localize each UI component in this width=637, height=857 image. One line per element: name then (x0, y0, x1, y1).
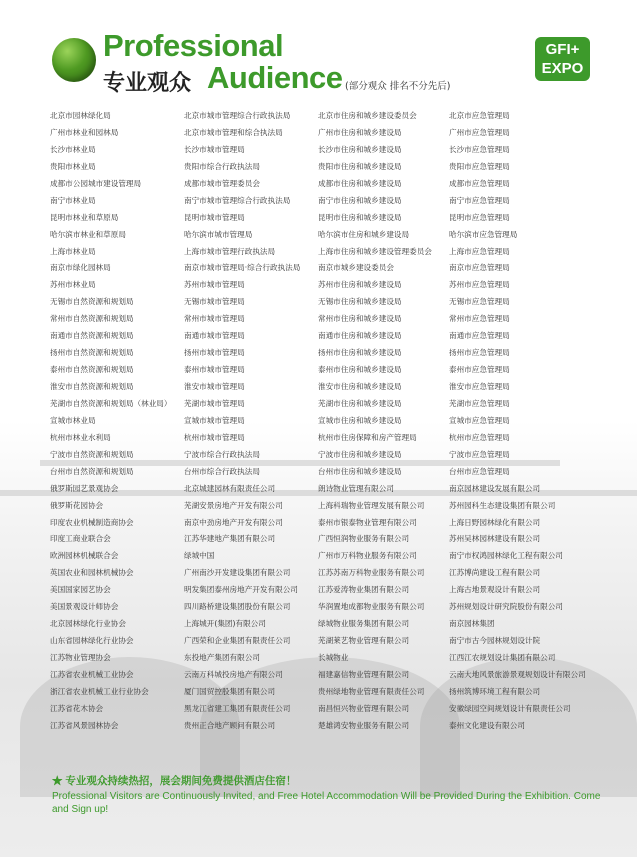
audience-entry: 无锡市自然资源和规划局 (50, 297, 134, 307)
audience-entry: 芜湖市住房和城乡建设局 (318, 398, 402, 408)
audience-entry: 苏州规划设计研究院股份有限公司 (449, 602, 563, 612)
audience-entry: 宁波市自然资源和规划局 (50, 449, 134, 459)
audience-entry: 苏州市住房和城乡建设局 (318, 280, 402, 290)
grass-ball-logo (52, 38, 96, 82)
audience-entry: 上海市应急管理局 (449, 246, 510, 256)
audience-entry: 江苏华建地产集团有限公司 (184, 534, 276, 544)
audience-entry: 昆明市应急管理局 (449, 212, 510, 222)
audience-entry: 江西江农规划设计集团有限公司 (449, 653, 556, 662)
audience-entry: 南通市城市管理局 (184, 331, 245, 341)
audience-entry: 宣城市应急管理局 (449, 415, 510, 425)
audience-entry: 无锡市城市管理局 (184, 297, 245, 307)
audience-entry: 明发集团泰州房地产开发有限公司 (184, 585, 298, 595)
audience-entry: 泰州文化建设有限公司 (449, 720, 525, 730)
audience-entry: 南宁市古今园林规划设计院 (449, 636, 541, 646)
audience-entry: 厦门国贸控股集团有限公司 (184, 686, 276, 696)
audience-entry: 无锡市应急管理局 (449, 297, 510, 307)
audience-entry: 印度工商业联合会 (50, 534, 111, 544)
audience-entry: 泰州市银泰物业管理有限公司 (318, 517, 417, 527)
audience-entry: 淮安市应急管理局 (449, 382, 510, 391)
audience-entry: 福建嘉信物业管理有限公司 (318, 669, 410, 679)
audience-entry: 南宁市应急管理局 (449, 195, 510, 205)
audience-entry: 台州市自然资源和规划局 (50, 466, 134, 476)
audience-entry: 绿城中国 (184, 551, 215, 561)
audience-entry: 山东省园林绿化行业协会 (50, 636, 134, 646)
audience-entry: 欧洲园林机械联合会 (50, 551, 119, 561)
audience-entry: 扬州市应急管理局 (449, 348, 510, 358)
audience-entry: 成都市住房和城乡建设局 (318, 178, 402, 188)
title-english-line2: Audience (207, 60, 343, 95)
audience-entry: 无锡市住房和城乡建设局 (318, 297, 402, 307)
title-note: (部分观众 排名不分先后) (345, 81, 451, 92)
audience-entry: 宣城市住房和城乡建设局 (318, 415, 402, 425)
audience-entry: 北京市应急管理局 (449, 111, 510, 120)
audience-entry: 楚雄鸿安物业服务有限公司 (318, 720, 410, 730)
audience-entry: 泰州市城市管理局 (184, 365, 245, 375)
audience-entry: 江苏省风景园林协会 (50, 720, 119, 730)
audience-entry: 广州市应急管理局 (449, 127, 510, 137)
audience-entry: 上海城开(集团)有限公司 (184, 619, 266, 629)
badge-line1: GFI+ (545, 41, 580, 58)
audience-entry: 宁波市应急管理局 (449, 449, 510, 459)
audience-entry: 广州市林业和园林局 (50, 127, 119, 137)
audience-entry: 南京市城市管理局·综合行政执法局 (184, 263, 301, 273)
audience-entry: 成都市公园城市建设管理局 (50, 178, 142, 188)
audience-entry: 长沙市林业局 (50, 144, 96, 154)
audience-entry: 苏州市林业局 (50, 280, 96, 290)
audience-entry: 南通市住房和城乡建设局 (318, 331, 402, 341)
audience-entry: 广西恒润物业服务有限公司 (318, 534, 410, 544)
audience-entry: 贵州绿地物业管理有限责任公司 (318, 686, 425, 696)
audience-entry: 北京市园林绿化局 (50, 111, 111, 120)
audience-entry: 俄罗斯园艺景观协会 (50, 483, 119, 493)
audience-entry: 贵阳市住房和城乡建设局 (318, 161, 402, 171)
audience-entry: 北京园林绿化行业协会 (50, 619, 126, 629)
audience-entry: 宣城市林业局 (50, 415, 96, 425)
audience-list (50, 108, 610, 735)
audience-entry: 泰州市应急管理局 (449, 365, 510, 375)
audience-entry: 北京市住房和城乡建设委员会 (318, 111, 417, 120)
audience-entry: 云南万科城投房地产有限公司 (184, 669, 283, 679)
title-english-line1: Professional (103, 28, 284, 63)
audience-entry: 印度农业机械制造商协会 (50, 517, 134, 527)
audience-entry: 宣城市城市管理局 (184, 415, 245, 425)
audience-entry: 长沙市城市管理局 (184, 144, 245, 154)
audience-entry: 华润置地成都物业服务有限公司 (318, 602, 425, 612)
audience-entry: 南宁市权鸿园林绿化工程有限公司 (449, 551, 563, 561)
footer (52, 773, 612, 816)
audience-entry: 哈尔滨市城市管理局 (184, 229, 253, 239)
audience-entry: 淮安市自然资源和规划局 (50, 382, 134, 391)
audience-entry: 江苏苏南万科物业服务有限公司 (318, 568, 425, 578)
audience-entry: 东投地产集团有限公司 (184, 653, 260, 662)
audience-entry: 北京市城市管理和综合执法局 (184, 127, 283, 137)
audience-entry: 上海古地景观设计有限公司 (449, 585, 541, 595)
audience-entry: 扬州市住房和城乡建设局 (318, 348, 402, 358)
audience-entry: 芜湖市应急管理局 (449, 398, 510, 408)
audience-entry: 杭州市应急管理局 (449, 432, 510, 442)
audience-entry: 昆明市城市管理局 (184, 212, 245, 222)
audience-entry: 台州市应急管理局 (449, 466, 510, 476)
audience-entry: 北京市城市管理综合行政执法局 (184, 111, 291, 120)
audience-entry: 英国农业和园林机械协会 (50, 568, 134, 578)
audience-entry: 上海市城市管理行政执法局 (184, 246, 276, 256)
audience-entry: 常州市住房和城乡建设局 (318, 314, 402, 324)
audience-entry: 哈尔滨市住房和城乡建设局 (318, 229, 410, 239)
audience-entry: 江苏博尚建设工程有限公司 (449, 568, 541, 578)
audience-entry: 南京市绿化园林局 (50, 263, 111, 273)
audience-entry: 扬州市城市管理局 (184, 348, 245, 358)
audience-entry: 上海科瑞物业管理发展有限公司 (318, 500, 425, 510)
audience-entry: 绿城物业服务集团有限公司 (318, 619, 410, 629)
audience-entry: 昆明市林业和草原局 (50, 212, 119, 222)
audience-entry: 长沙市应急管理局 (449, 144, 510, 154)
audience-entry: 苏州市城市管理局 (184, 280, 245, 290)
audience-entry: 昆明市住房和城乡建设局 (318, 212, 402, 222)
audience-entry: 广州南沙开发建设集团有限公司 (184, 568, 291, 578)
audience-entry: 俄罗斯花园协会 (50, 500, 104, 510)
audience-entry: 南宁市林业局 (50, 195, 96, 205)
audience-entry: 四川路桥建设集团股份有限公司 (184, 602, 291, 612)
footer-en: Professional Visitors are Continuously Invited, and Free Hotel Accommodation Will be Provided During the Exhibition. Come and Sign up! (52, 791, 601, 815)
audience-entry: 南京园林集团 (449, 619, 495, 629)
audience-entry: 贵州正合地产顾问有限公司 (184, 720, 276, 730)
audience-entry: 朗诗物业管理有限公司 (318, 483, 394, 493)
audience-entry: 苏州市应急管理局 (449, 280, 510, 290)
audience-entry: 扬州筑博环境工程有限公司 (449, 686, 541, 696)
audience-entry: 上海日野园林绿化有限公司 (449, 517, 541, 527)
audience-entry: 成都市应急管理局 (449, 178, 510, 188)
audience-entry: 台州市住房和城乡建设局 (318, 466, 402, 476)
audience-entry: 南宁市城市管理综合行政执法局 (184, 195, 291, 205)
audience-entry: 贵阳市应急管理局 (449, 161, 510, 171)
audience-entry: 芜湖安景房地产开发有限公司 (184, 500, 283, 510)
audience-entry: 哈尔滨市应急管理局 (449, 229, 518, 239)
audience-entry: 上海市住房和城乡建设管理委员会 (318, 246, 432, 256)
audience-entry: 长沙市住房和城乡建设局 (318, 144, 402, 154)
audience-entry: 江苏省农业机械工业协会 (50, 669, 134, 679)
audience-entry: 苏州吴林园林建设有限公司 (449, 534, 541, 544)
audience-entry: 宁波市住房和城乡建设局 (318, 449, 402, 459)
audience-entry: 泰州市住房和城乡建设局 (318, 365, 402, 375)
audience-entry: 广西荣和企业集团有限责任公司 (184, 636, 291, 646)
audience-entry: 常州市城市管理局 (184, 314, 245, 324)
audience-entry: 杭州市城市管理局 (184, 432, 245, 442)
audience-entry: 扬州市自然资源和规划局 (50, 348, 134, 358)
audience-entry: 苏州园科生态建设集团有限公司 (449, 500, 556, 510)
audience-entry: 贵阳市林业局 (50, 161, 96, 171)
audience-entry: 安徽绿园空间规划设计有限责任公司 (449, 703, 571, 713)
audience-entry: 南通市应急管理局 (449, 331, 510, 341)
audience-entry: 广州市万科物业服务有限公司 (318, 551, 417, 561)
audience-entry: 南宁市住房和城乡建设局 (318, 195, 402, 205)
audience-entry: 芜湖市城市管理局 (184, 398, 245, 408)
audience-entry: 南通市自然资源和规划局 (50, 331, 134, 341)
title-chinese: 专业观众 (103, 71, 192, 96)
audience-entry: 黑龙江省建工集团有限责任公司 (184, 703, 291, 713)
audience-entry: 南京中劲房地产开发有限公司 (184, 517, 283, 527)
audience-entry: 美国国家园艺协会 (50, 585, 111, 595)
audience-entry: 美国景观设计师协会 (50, 602, 119, 612)
audience-entry: 云南大地风景旅游景观规划设计有限公司 (449, 669, 586, 679)
audience-entry: 贵阳市综合行政执法局 (184, 161, 260, 171)
audience-entry: 芜湖市自然资源和规划局（林业局） (50, 398, 172, 408)
audience-entry: 南昌恒兴物业管理有限公司 (318, 703, 410, 713)
footer-cn: ★ 专业观众持续热招，展会期间免费提供酒店住宿！ (52, 775, 297, 787)
audience-entry: 常州市应急管理局 (449, 314, 510, 324)
audience-entry: 广州市住房和城乡建设局 (318, 127, 402, 137)
audience-entry: 南京市城乡建设委员会 (318, 263, 394, 273)
audience-entry: 江苏物业管理协会 (50, 653, 111, 662)
audience-entry: 芜湖莱艺物业管理有限公司 (318, 636, 410, 646)
audience-entry: 淮安市住房和城乡建设局 (318, 382, 402, 391)
audience-entry: 宁波市综合行政执法局 (184, 449, 260, 459)
audience-entry: 北京城建园林有限责任公司 (184, 483, 276, 493)
audience-entry: 长城物业 (318, 653, 349, 662)
audience-entry: 哈尔滨市林业和草原局 (50, 229, 126, 239)
audience-entry: 浙江省农业机械工业行业协会 (50, 686, 149, 696)
audience-entry: 南京市应急管理局 (449, 263, 510, 273)
audience-entry: 江苏爱涛物业集团有限公司 (318, 585, 410, 595)
audience-entry: 杭州市住房保障和房产管理局 (318, 432, 417, 442)
audience-entry: 台州市综合行政执法局 (184, 466, 260, 476)
audience-entry: 成都市城市管理委员会 (184, 178, 260, 188)
badge-line2: EXPO (541, 60, 584, 77)
gfi-expo-badge (535, 37, 590, 81)
audience-entry: 上海市林业局 (50, 246, 96, 256)
audience-entry: 泰州市自然资源和规划局 (50, 365, 134, 375)
audience-entry: 常州市自然资源和规划局 (50, 314, 134, 324)
audience-entry: 南京园林建设发展有限公司 (449, 483, 541, 493)
audience-entry: 杭州市林业水利局 (50, 432, 111, 442)
audience-entry: 江苏省花木协会 (50, 703, 104, 713)
audience-entry: 淮安市城市管理局 (184, 382, 245, 391)
